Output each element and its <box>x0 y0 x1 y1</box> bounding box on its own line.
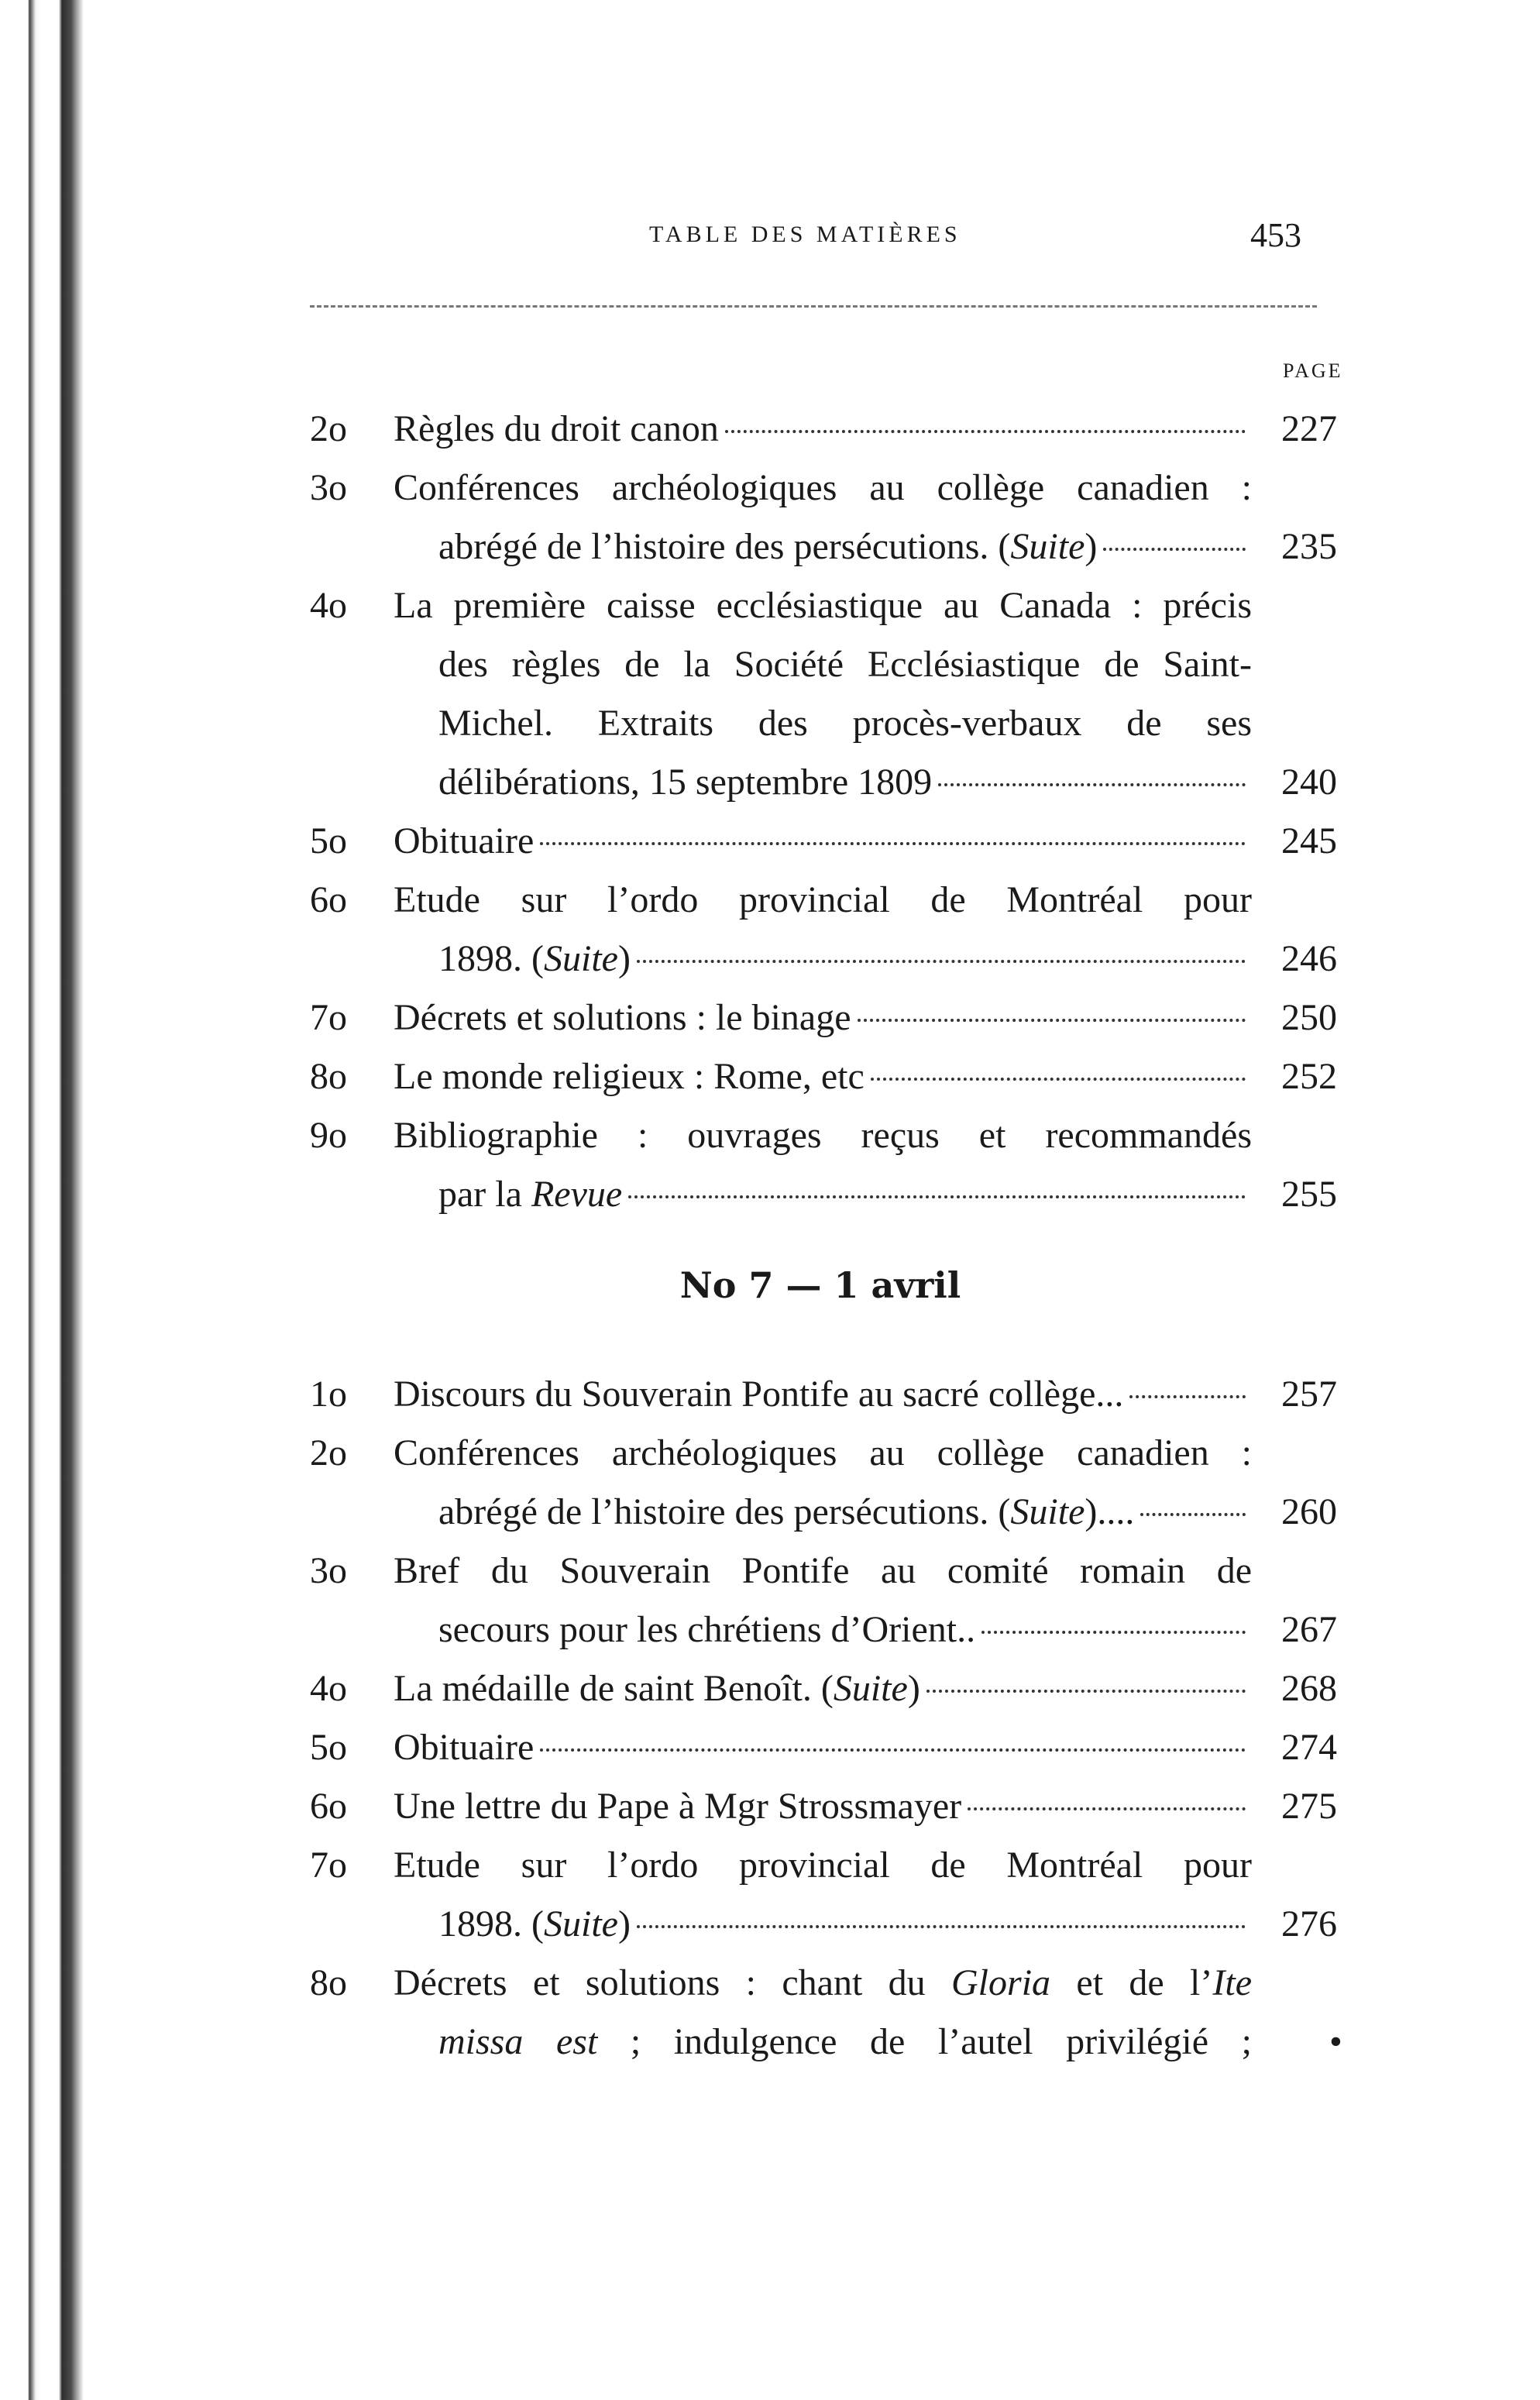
entry-title: Une lettre du Pape à Mgr Strossmayer <box>394 1786 962 1827</box>
entry-title: La médaille de saint Benoît. (Suite) <box>394 1668 920 1709</box>
entry-page: 252 <box>1281 1056 1337 1097</box>
entry-page: 240 <box>1281 762 1337 803</box>
entry-title-cont: délibérations, 15 septembre 1809 <box>438 762 933 803</box>
entry-title: Bref du Souverain Pontife au comité romain de <box>394 1550 1252 1591</box>
entry-title-cont: des règles de la Société Ecclésiastique de Saint- <box>438 644 1252 685</box>
entry-number: 7o <box>310 997 347 1038</box>
entry-title: Discours du Souverain Pontife au sacré collège... <box>394 1374 1124 1415</box>
entry-title: Etude sur l’ordo provincial de Montréal pour <box>394 1845 1252 1886</box>
entry-page: • <box>1329 2021 1342 2062</box>
entry-title: Conférences archéologiques au collège canadien : <box>394 1432 1252 1473</box>
entry-title: La première caisse ecclésiastique au Canada : précis <box>394 585 1252 626</box>
entry-title-cont: abrégé de l’histoire des persécutions. (Suite) <box>438 526 1098 567</box>
running-head: TABLE DES MATIÈRES <box>649 222 961 247</box>
dot-leader <box>540 842 1246 845</box>
entry-page: 275 <box>1281 1786 1337 1827</box>
entry-title: Décrets et solutions : chant du Gloria et de l’Ite <box>394 1962 1252 2003</box>
entry-title: Décrets et solutions : le binage <box>394 997 851 1038</box>
entry-number: 2o <box>310 408 347 449</box>
entry-title: Obituaire <box>394 1727 535 1768</box>
dot-leader <box>968 1807 1246 1810</box>
entry-number: 3o <box>310 1550 347 1591</box>
dot-leader <box>1140 1513 1246 1516</box>
dot-leader <box>926 1690 1246 1693</box>
scan-binding-edge <box>0 0 85 2400</box>
entry-title: Etude sur l’ordo provincial de Montréal pour <box>394 879 1252 920</box>
entry-page: 246 <box>1281 938 1337 979</box>
entry-number: 1o <box>310 1374 347 1415</box>
entry-number: 4o <box>310 585 347 626</box>
entry-title: Le monde religieux : Rome, etc <box>394 1056 865 1097</box>
entry-number: 5o <box>310 1727 347 1768</box>
entry-number: 6o <box>310 879 347 920</box>
dot-leader <box>637 960 1246 963</box>
entry-number: 8o <box>310 1056 347 1097</box>
dot-leader <box>938 783 1246 786</box>
dot-leader <box>981 1631 1246 1634</box>
entry-page: 274 <box>1281 1727 1337 1768</box>
dot-leader <box>1103 548 1246 551</box>
entry-page: 227 <box>1281 408 1337 449</box>
entry-title-cont: secours pour les chrétiens d’Orient.. <box>438 1609 976 1650</box>
entry-page: 257 <box>1281 1374 1337 1415</box>
dot-leader <box>637 1925 1246 1928</box>
entry-title-cont: 1898. (Suite) <box>438 938 631 979</box>
entry-page: 250 <box>1281 997 1337 1038</box>
entry-title: Conférences archéologiques au collège canadien : <box>394 467 1252 508</box>
entry-number: 5o <box>310 820 347 861</box>
dot-leader <box>725 430 1246 433</box>
entry-page: 245 <box>1281 820 1337 861</box>
entry-number: 7o <box>310 1845 347 1886</box>
dot-leader <box>858 1019 1246 1022</box>
entry-title: Bibliographie : ouvrages reçus et recommandés <box>394 1115 1252 1156</box>
entry-page: 276 <box>1281 1903 1337 1944</box>
entry-number: 6o <box>310 1786 347 1827</box>
entry-title-cont: missa est ; indulgence de l’autel privilégié ; <box>438 2021 1252 2062</box>
entry-number: 3o <box>310 467 347 508</box>
entry-page: 268 <box>1281 1668 1337 1709</box>
entry-title: Règles du droit canon <box>394 408 719 449</box>
entry-title-cont: 1898. (Suite) <box>438 1903 631 1944</box>
page-column-label: PAGE <box>1283 359 1343 382</box>
entry-page: 267 <box>1281 1609 1337 1650</box>
page-number: 453 <box>1250 216 1301 254</box>
dot-leader <box>871 1078 1246 1081</box>
entry-number: 8o <box>310 1962 347 2003</box>
entry-number: 9o <box>310 1115 347 1156</box>
entry-title-cont: par la Revue <box>438 1174 623 1215</box>
entry-number: 4o <box>310 1668 347 1709</box>
entry-page: 260 <box>1281 1491 1337 1532</box>
entry-title-cont: abrégé de l’histoire des persécutions. (Suite).... <box>438 1491 1135 1532</box>
dot-leader <box>1129 1395 1246 1398</box>
dot-leader <box>540 1748 1246 1752</box>
entry-page: 255 <box>1281 1174 1337 1215</box>
dot-leader <box>628 1195 1246 1198</box>
entry-title-cont: Michel. Extraits des procès-verbaux de ses <box>438 703 1252 744</box>
header-rule <box>310 305 1317 308</box>
entry-title: Obituaire <box>394 820 535 861</box>
entry-number: 2o <box>310 1432 347 1473</box>
section-heading: No 7 — 1 avril <box>679 1264 961 1306</box>
entry-page: 235 <box>1281 526 1337 567</box>
